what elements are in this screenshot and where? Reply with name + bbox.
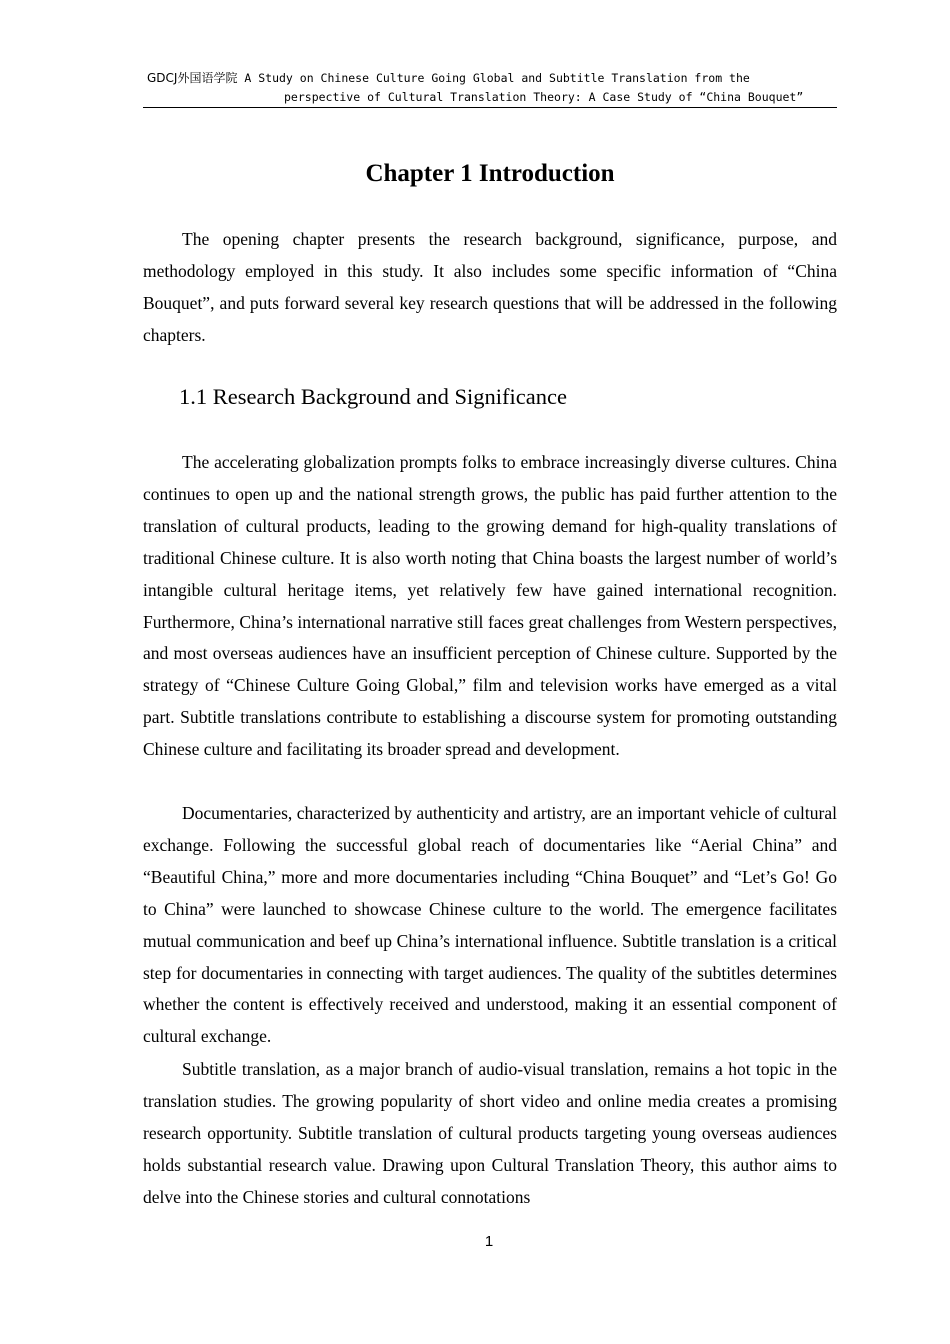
- section-paragraph-2: Documentaries, characterized by authenticity and artistry, are an important vehicle of cultural exchange. Following the successful global reach of documentaries like “Aerial China” and “Beautiful China,” more and more documentaries including “China Bouquet” and “Let’s Go! Go to China” were launched to showcase Chinese culture to the world. The emergence facilitates mutual communication and beef up China’s international influence. Subtitle translation is a critical step for documentaries in connecting with target audiences. The quality of the subtitles determines whether the content is effectively received and understood, making it an essential component of cultural exchange.: [143, 803, 837, 1047]
- section-title: 1.1 Research Background and Significance: [179, 384, 567, 409]
- header-title-part-1: A Study on Chinese Culture Going Global and Subtitle Translation from the: [237, 71, 750, 85]
- header-school-name: GDCJ外国语学院: [147, 71, 238, 85]
- section-paragraph-1: The accelerating globalization prompts folks to embrace increasingly diverse cultures. China continues to open up and the national strength grows, the public has paid further attention to the translation of cultural products, leading to the growing demand for high-quality translations of traditional Chinese culture. It is also worth noting that China boasts the largest number of world’s intangible cultural heritage items, yet relatively few have gained international recognition. Furthermore, China’s international narrative still faces great challenges from Western perspectives, and most overseas audiences have an insufficient perception of Chinese culture. Supported by the strategy of “Chinese Culture Going Global,” film and television works have emerged as a vital part. Subtitle translations contribute to establishing a discourse system for promoting outstanding Chinese culture and facilitating its broader spread and development.: [143, 452, 837, 760]
- running-header: [143, 67, 837, 108]
- header-line-1: [147, 69, 750, 88]
- section-paragraph-3: Subtitle translation, as a major branch of audio-visual translation, remains a hot topic in the translation studies. The growing popularity of short video and online media creates a promising research opportunity. Subtitle translation of cultural products targeting young overseas audiences holds substantial research value. Drawing upon Cultural Translation Theory, this author aims to delve into the Chinese stories and cultural connotations: [143, 1059, 837, 1207]
- chapter-title: Chapter 1 Introduction: [365, 160, 615, 187]
- header-title-part-2: perspective of Cultural Translation Theory: A Case Study of “China Bouquet”: [284, 90, 804, 104]
- page-number: 1: [484, 1233, 494, 1250]
- chapter-intro-paragraph: The opening chapter presents the research background, significance, purpose, and methodology employed in this study. It also includes some specific information of “China Bouquet”, and puts forward several key research questions that will be addressed in the following chapters.: [143, 229, 837, 345]
